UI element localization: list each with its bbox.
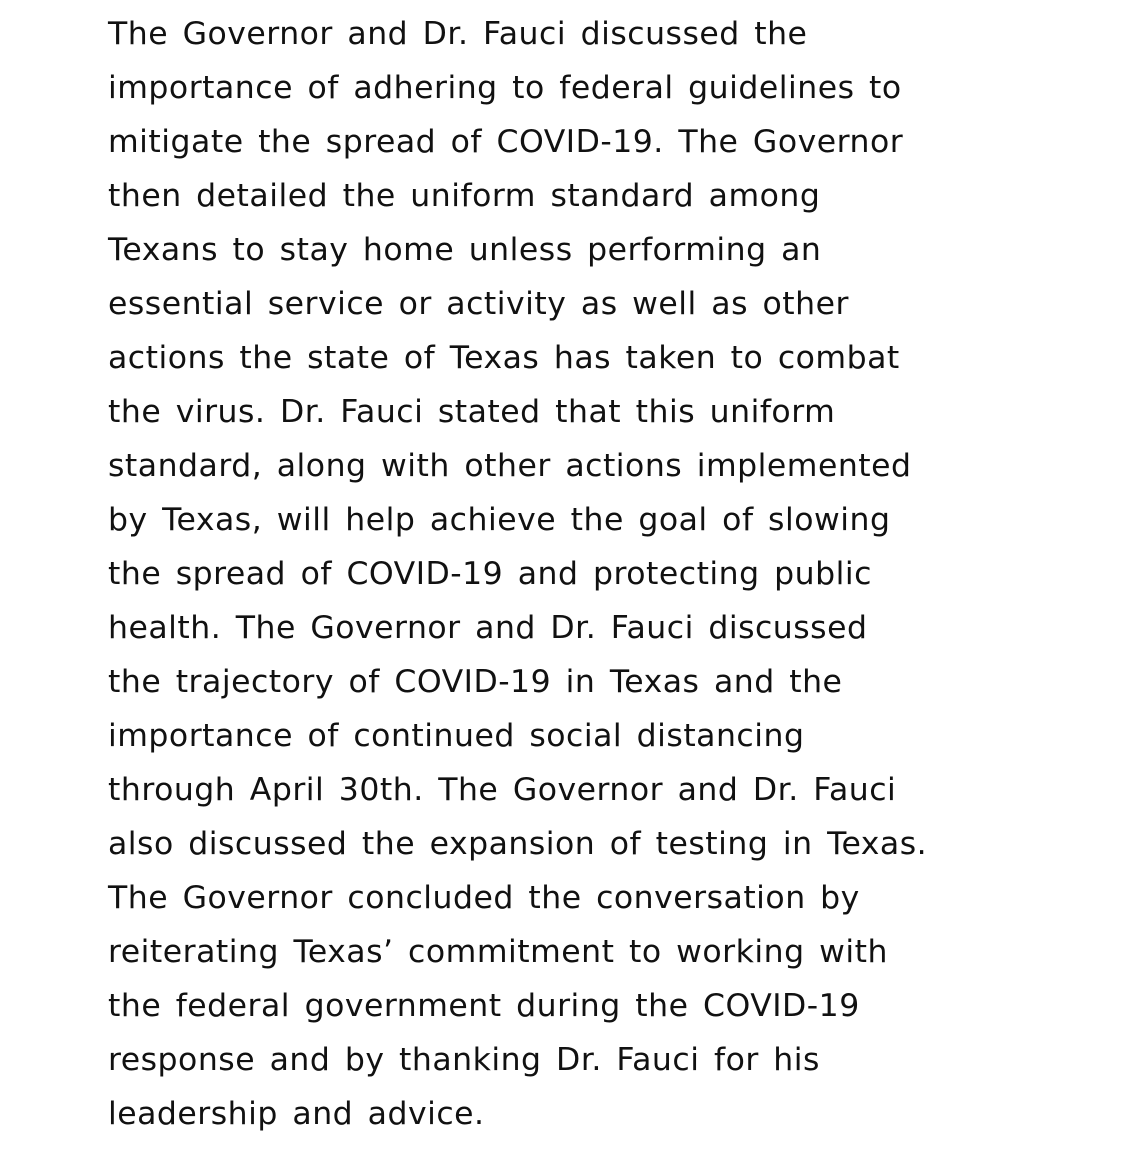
text-line: essential service or activity as well as other <box>108 286 849 322</box>
statement-paragraph <box>108 7 1108 1141</box>
text-line: importance of adhering to federal guidelines to <box>108 70 902 106</box>
text-line: by Texas, will help achieve the goal of slowing <box>108 502 891 538</box>
text-line: actions the state of Texas has taken to combat <box>108 340 900 376</box>
text-line: mitigate the spread of COVID-19. The Governor <box>108 124 904 160</box>
text-line: importance of continued social distancing <box>108 718 805 754</box>
text-line: the virus. Dr. Fauci stated that this uniform <box>108 394 836 430</box>
text-line: response and by thanking Dr. Fauci for his <box>108 1042 820 1078</box>
text-line: Texans to stay home unless performing an <box>108 232 822 268</box>
text-line: the spread of COVID-19 and protecting public <box>108 556 872 592</box>
text-line: reiterating Texas’ commitment to working with <box>108 934 888 970</box>
text-line: the trajectory of COVID-19 in Texas and the <box>108 664 843 700</box>
text-line: The Governor and Dr. Fauci discussed the <box>108 16 808 52</box>
text-line: also discussed the expansion of testing in Texas. <box>108 826 928 862</box>
text-line: standard, along with other actions implemented <box>108 448 912 484</box>
text-line: the federal government during the COVID-19 <box>108 988 860 1024</box>
text-line: leadership and advice. <box>108 1096 485 1132</box>
text-line: through April 30th. The Governor and Dr. Fauci <box>108 772 897 808</box>
text-line: health. The Governor and Dr. Fauci discussed <box>108 610 868 646</box>
text-line: then detailed the uniform standard among <box>108 178 821 214</box>
text-line: The Governor concluded the conversation by <box>108 880 860 916</box>
